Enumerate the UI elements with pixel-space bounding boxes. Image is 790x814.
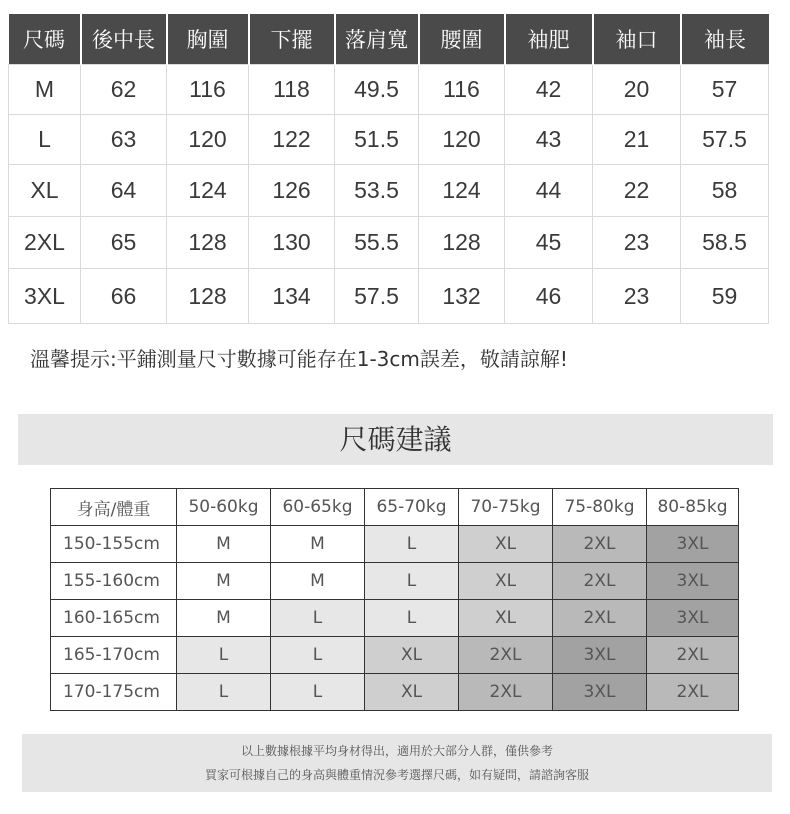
size-suggestion-cell: L: [271, 674, 365, 711]
size-cell: 55.5: [335, 217, 419, 269]
table-row: [9, 115, 769, 165]
size-chart-header: 腰圍: [419, 14, 505, 65]
height-range-cell: 165-170cm: [51, 637, 177, 674]
table-row: [9, 269, 769, 324]
size-chart-header: 胸圍: [167, 14, 249, 65]
size-cell: 132: [419, 269, 505, 324]
size-cell: 116: [419, 65, 505, 115]
size-cell: 2XL: [9, 217, 81, 269]
size-chart-header: 後中長: [81, 14, 167, 65]
size-suggestion-cell: M: [271, 563, 365, 600]
size-cell: 124: [167, 165, 249, 217]
height-range-cell: 155-160cm: [51, 563, 177, 600]
size-cell: 130: [249, 217, 335, 269]
size-suggestion-cell: 2XL: [553, 563, 647, 600]
size-suggestion-cell: XL: [365, 637, 459, 674]
size-cell: 57.5: [335, 269, 419, 324]
size-cell: 58: [681, 165, 769, 217]
table-row: [9, 65, 769, 115]
size-cell: 57.5: [681, 115, 769, 165]
size-cell: 128: [419, 217, 505, 269]
measurement-note: 溫馨提示:平鋪測量尺寸數據可能存在1-3cm誤差，敬請諒解!: [30, 347, 568, 371]
footer-note: [22, 734, 772, 792]
size-suggestion-cell: M: [177, 563, 271, 600]
footer-line: 買家可根據自己的身高與體重情況參考選擇尺碼，如有疑問，請諮詢客服: [204, 768, 589, 782]
size-suggestion-cell: L: [365, 526, 459, 563]
size-suggestion-cell: L: [271, 637, 365, 674]
size-suggestion-cell: M: [177, 600, 271, 637]
size-suggestion-cell: 2XL: [647, 637, 739, 674]
size-chart-header: 尺碼: [9, 14, 81, 65]
footer-line: 以上數據根據平均身材得出，適用於大部分人群，僅供參考: [240, 744, 553, 758]
size-cell: 46: [505, 269, 593, 324]
size-suggestion-cell: L: [177, 637, 271, 674]
height-range-cell: 160-165cm: [51, 600, 177, 637]
size-suggestion-cell: 2XL: [553, 600, 647, 637]
size-cell: 42: [505, 65, 593, 115]
size-cell: 57: [681, 65, 769, 115]
recommendation-header-row: [51, 489, 739, 526]
table-row: [51, 637, 739, 674]
size-suggestion-cell: 2XL: [647, 674, 739, 711]
size-suggestion-cell: 2XL: [553, 526, 647, 563]
size-cell: 20: [593, 65, 681, 115]
recommendation-header: 75-80kg: [553, 489, 647, 526]
size-cell: 124: [419, 165, 505, 217]
size-chart-table: [8, 14, 769, 324]
size-cell: XL: [9, 165, 81, 217]
size-chart-header-row: [9, 14, 769, 65]
recommendation-header: 80-85kg: [647, 489, 739, 526]
size-cell: 128: [167, 217, 249, 269]
recommendation-title: 尺碼建議: [18, 414, 773, 465]
size-suggestion-cell: XL: [365, 674, 459, 711]
size-suggestion-cell: 3XL: [647, 563, 739, 600]
size-cell: 63: [81, 115, 167, 165]
size-chart-header: 袖長: [681, 14, 769, 65]
size-recommendation-table: [50, 488, 739, 711]
recommendation-header: 60-65kg: [271, 489, 365, 526]
size-cell: 21: [593, 115, 681, 165]
size-cell: 116: [167, 65, 249, 115]
recommendation-header: 65-70kg: [365, 489, 459, 526]
height-range-cell: 170-175cm: [51, 674, 177, 711]
size-cell: 134: [249, 269, 335, 324]
size-cell: 22: [593, 165, 681, 217]
table-row: [9, 217, 769, 269]
size-suggestion-cell: XL: [459, 600, 553, 637]
size-suggestion-cell: 3XL: [647, 600, 739, 637]
size-cell: 65: [81, 217, 167, 269]
size-suggestion-cell: 3XL: [553, 637, 647, 674]
size-suggestion-cell: 3XL: [647, 526, 739, 563]
size-suggestion-cell: L: [365, 600, 459, 637]
table-row: [9, 165, 769, 217]
recommendation-header: 70-75kg: [459, 489, 553, 526]
size-cell: 126: [249, 165, 335, 217]
size-suggestion-cell: L: [177, 674, 271, 711]
size-suggestion-cell: 3XL: [553, 674, 647, 711]
table-row: [51, 526, 739, 563]
size-suggestion-cell: XL: [459, 563, 553, 600]
size-cell: 120: [419, 115, 505, 165]
size-cell: 64: [81, 165, 167, 217]
size-cell: 23: [593, 269, 681, 324]
size-cell: 62: [81, 65, 167, 115]
size-cell: 128: [167, 269, 249, 324]
size-suggestion-cell: L: [271, 600, 365, 637]
size-cell: 49.5: [335, 65, 419, 115]
size-cell: 53.5: [335, 165, 419, 217]
size-cell: 45: [505, 217, 593, 269]
recommendation-header: 身高/體重: [51, 489, 177, 526]
size-cell: M: [9, 65, 81, 115]
size-cell: 44: [505, 165, 593, 217]
size-suggestion-cell: 2XL: [459, 637, 553, 674]
size-cell: 122: [249, 115, 335, 165]
size-chart-header: 落肩寬: [335, 14, 419, 65]
size-suggestion-cell: L: [365, 563, 459, 600]
size-suggestion-cell: M: [271, 526, 365, 563]
size-cell: 120: [167, 115, 249, 165]
table-row: [51, 563, 739, 600]
size-cell: 23: [593, 217, 681, 269]
size-suggestion-cell: 2XL: [459, 674, 553, 711]
recommendation-header: 50-60kg: [177, 489, 271, 526]
size-cell: 66: [81, 269, 167, 324]
size-suggestion-cell: M: [177, 526, 271, 563]
size-chart-header: 袖肥: [505, 14, 593, 65]
size-chart-header: 袖口: [593, 14, 681, 65]
height-range-cell: 150-155cm: [51, 526, 177, 563]
table-row: [51, 600, 739, 637]
size-cell: L: [9, 115, 81, 165]
size-cell: 58.5: [681, 217, 769, 269]
size-cell: 51.5: [335, 115, 419, 165]
size-cell: 3XL: [9, 269, 81, 324]
size-cell: 118: [249, 65, 335, 115]
size-chart-header: 下擺: [249, 14, 335, 65]
size-cell: 43: [505, 115, 593, 165]
size-suggestion-cell: XL: [459, 526, 553, 563]
size-cell: 59: [681, 269, 769, 324]
table-row: [51, 674, 739, 711]
